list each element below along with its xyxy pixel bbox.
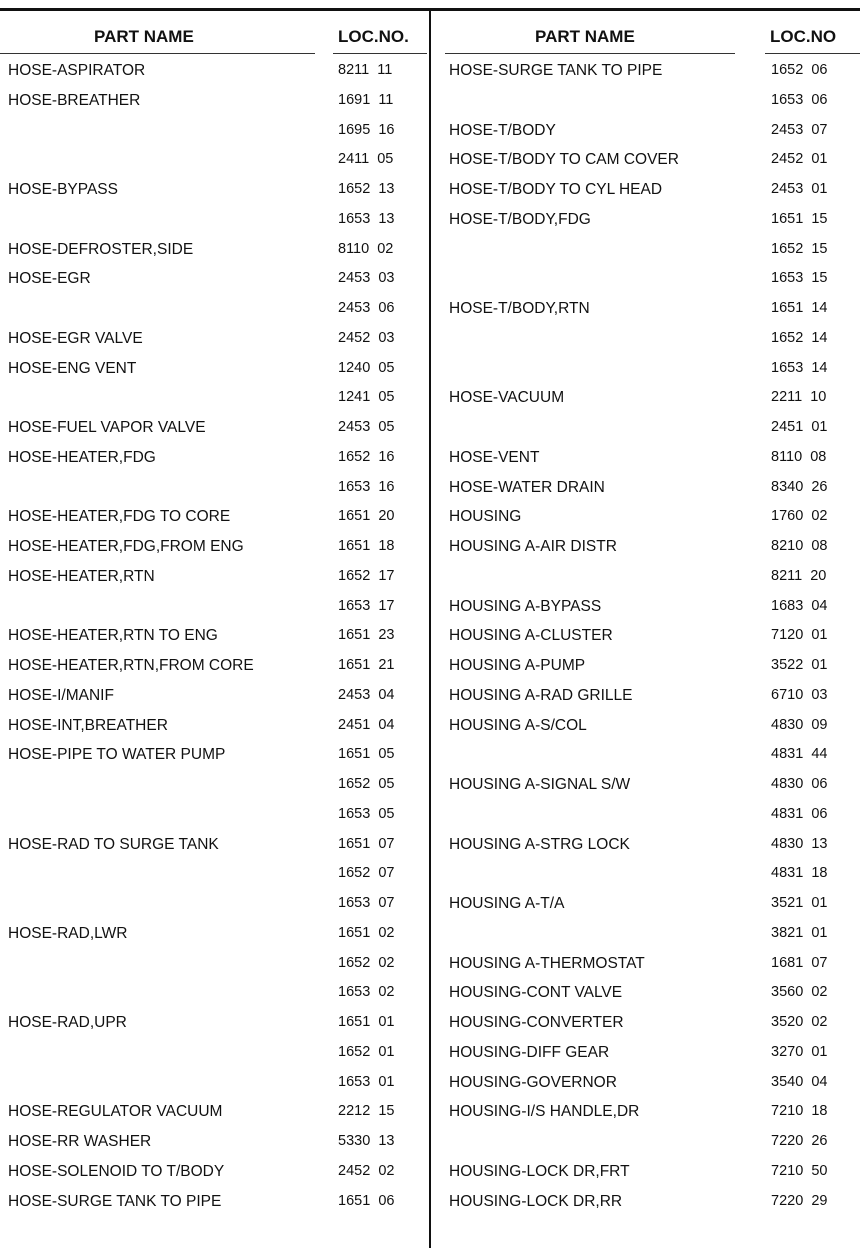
loc-no-cell: 1651 02 [338,924,395,941]
table-row [0,1126,429,1156]
table-row [0,620,429,650]
table-row [0,829,429,859]
table-row [431,144,860,174]
table-row [0,55,429,85]
part-name-cell: HOUSING A-T/A [449,895,565,912]
table-row [431,263,860,293]
right-header [431,11,860,55]
left-column [0,11,429,1215]
loc-no-cell: 1651 05 [338,746,395,763]
loc-no-cell: 1652 13 [338,181,395,197]
loc-no-cell: 1651 15 [771,210,828,227]
part-name-cell: HOUSING-DIFF GEAR [449,1043,610,1061]
table-row [431,620,860,650]
loc-no-cell: 2453 06 [338,300,395,316]
table-row [0,1067,429,1097]
part-name-cell: HOSE-ASPIRATOR [8,62,146,79]
part-name-cell: HOSE-SURGE TANK TO PIPE [449,62,663,79]
part-name-cell: HOUSING-GOVERNOR [449,1073,617,1091]
loc-no-cell: 1691 11 [338,91,394,108]
loc-no-cell: 2453 07 [771,121,828,138]
loc-no-header: LOC.NO [770,27,837,46]
part-name-cell: HOSE-INT,BREATHER [8,716,168,734]
table-row [0,382,429,412]
part-name-cell: HOUSING A-SIGNAL S/W [449,776,631,793]
loc-no-cell: 3821 01 [771,924,828,941]
loc-no-cell: 1651 23 [338,627,395,644]
table-row [431,1186,860,1216]
loc-no-cell: 1651 07 [338,835,395,852]
part-name-cell: HOSE-SURGE TANK TO PIPE [8,1192,222,1210]
table-row [0,115,429,145]
left-rows [0,55,429,1215]
table-row [431,323,860,353]
table-row [431,85,860,115]
loc-no-cell: 2451 04 [338,716,395,733]
table-row [0,680,429,710]
table-row [0,799,429,829]
table-row [0,353,429,383]
table-row [431,293,860,323]
part-name-cell: HOSE-PIPE TO WATER PUMP [8,746,226,764]
loc-no-cell: 7210 18 [771,1103,828,1120]
loc-no-cell: 1695 16 [338,121,395,138]
loc-no-cell: 1652 07 [338,865,395,882]
loc-no-cell: 4831 18 [771,865,828,882]
part-name-cell: HOSE-DEFROSTER,SIDE [8,240,194,258]
table-row [431,501,860,531]
header-underline [765,53,860,54]
table-row [431,55,860,85]
table-row [431,769,860,799]
part-name-cell: HOUSING-LOCK DR,FRT [449,1162,630,1180]
loc-no-cell: 3522 01 [771,657,828,673]
part-name-cell: HOSE-T/BODY TO CYL HEAD [449,181,663,198]
loc-no-cell: 1652 05 [338,776,395,792]
loc-no-cell: 4831 06 [771,805,828,822]
loc-no-cell: 1653 17 [338,597,395,614]
part-name-cell: HOUSING A-AIR DISTR [449,538,617,555]
loc-no-cell: 8110 02 [338,240,394,257]
part-name-cell: HOSE-HEATER,RTN TO ENG [8,627,218,645]
part-name-cell: HOUSING-I/S HANDLE,DR [449,1103,640,1121]
loc-no-cell: 1651 01 [338,1014,395,1030]
part-name-cell: HOUSING [449,508,522,526]
part-name-cell: HOSE-T/BODY [449,121,556,139]
table-row [0,858,429,888]
table-row [431,531,860,561]
loc-no-cell: 2453 03 [338,270,395,287]
loc-no-cell: 2452 02 [338,1162,395,1179]
table-row [431,888,860,918]
loc-no-cell: 7120 01 [771,627,828,644]
loc-no-cell: 7210 50 [771,1162,828,1179]
part-name-cell: HOSE-T/BODY TO CAM COVER [449,151,679,169]
table-row [0,1156,429,1186]
loc-no-cell: 2211 10 [771,389,827,406]
table-row [431,710,860,740]
part-name-cell: HOUSING-LOCK DR,RR [449,1192,623,1210]
table-row [0,1037,429,1067]
part-name-cell: HOSE-T/BODY,FDG [449,210,591,228]
loc-no-cell: 1652 17 [338,567,395,584]
table-row [431,561,860,591]
loc-no-cell: 4831 44 [771,746,828,763]
table-row [431,650,860,680]
loc-no-cell: 2453 01 [771,181,828,197]
table-row [431,1156,860,1186]
table-row [0,977,429,1007]
table-row [0,739,429,769]
loc-no-cell: 1653 01 [338,1073,395,1090]
table-row [0,323,429,353]
part-name-cell: HOSE-HEATER,RTN,FROM CORE [8,657,254,674]
table-row [0,531,429,561]
part-name-cell: HOUSING-CONVERTER [449,1014,624,1031]
part-name-cell: HOSE-ENG VENT [8,359,137,377]
table-row [0,650,429,680]
loc-no-cell: 8211 20 [771,567,827,584]
table-row [0,561,429,591]
part-name-cell: HOSE-T/BODY,RTN [449,300,590,317]
table-row [0,204,429,234]
loc-no-cell: 1653 05 [338,805,395,822]
table-row [431,591,860,621]
table-row [431,472,860,502]
loc-no-cell: 3520 02 [771,1014,828,1030]
loc-no-cell: 3560 02 [771,984,828,1001]
table-row [431,1037,860,1067]
table-row [431,1007,860,1037]
part-name-cell: HOSE-REGULATOR VACUUM [8,1103,223,1121]
loc-no-cell: 1760 02 [771,508,828,525]
loc-no-cell: 1653 14 [771,359,828,376]
table-row [0,144,429,174]
part-name-cell: HOUSING A-RAD GRILLE [449,686,633,704]
part-name-cell: HOSE-HEATER,FDG [8,448,156,466]
loc-no-cell: 1653 06 [771,91,828,108]
table-row [431,680,860,710]
table-row [0,472,429,502]
part-name-cell: HOSE-WATER DRAIN [449,478,605,496]
loc-no-cell: 1653 07 [338,895,395,911]
table-row [0,174,429,204]
loc-no-cell: 6710 03 [771,686,828,703]
table-row [0,293,429,323]
table-row [431,918,860,948]
loc-no-cell: 1240 05 [338,359,395,376]
table-row [431,977,860,1007]
table-row [431,948,860,978]
loc-no-cell: 1652 15 [771,240,828,257]
table-row [0,918,429,948]
loc-no-cell: 2452 03 [338,329,395,346]
loc-no-cell: 5330 13 [338,1133,395,1149]
loc-no-cell: 1652 01 [338,1043,395,1060]
table-row [431,442,860,472]
part-name-cell: HOUSING A-S/COL [449,716,587,734]
loc-no-cell: 8210 08 [771,538,828,554]
table-row [0,710,429,740]
table-row [431,799,860,829]
table-row [431,829,860,859]
part-name-cell: HOSE-RAD,UPR [8,1014,127,1031]
part-name-cell: HOSE-RAD TO SURGE TANK [8,835,219,853]
table-row [0,1186,429,1216]
loc-no-cell: 1652 02 [338,954,395,971]
table-row [0,442,429,472]
table-row [0,263,429,293]
table-row [431,174,860,204]
table-row [431,115,860,145]
table-row [0,234,429,264]
table-row [0,501,429,531]
part-name-cell: HOSE-EGR VALVE [8,329,143,347]
loc-no-cell: 2453 05 [338,419,395,435]
loc-no-cell: 1681 07 [771,954,828,971]
part-name-cell: HOUSING A-THERMOSTAT [449,954,645,972]
part-name-cell: HOSE-VACUUM [449,389,565,407]
part-name-cell: HOUSING A-STRG LOCK [449,835,630,853]
loc-no-cell: 4830 09 [771,716,828,733]
loc-no-cell: 1653 02 [338,984,395,1001]
loc-no-cell: 1651 18 [338,538,395,554]
loc-no-cell: 8211 11 [338,62,393,78]
part-name-cell: HOSE-HEATER,FDG,FROM ENG [8,538,244,555]
loc-no-cell: 1652 16 [338,448,395,465]
loc-no-cell: 1652 06 [771,62,828,78]
loc-no-cell: 1652 14 [771,329,828,346]
part-name-cell: HOUSING-CONT VALVE [449,984,623,1002]
loc-no-cell: 2452 01 [771,151,828,168]
table-row [0,412,429,442]
loc-no-cell: 7220 29 [771,1192,828,1209]
right-column [431,11,860,1215]
loc-no-cell: 2451 01 [771,419,828,435]
part-name-cell: HOSE-RR WASHER [8,1133,152,1150]
loc-no-cell: 8110 08 [771,448,827,465]
loc-no-cell: 3270 01 [771,1043,828,1060]
part-name-cell: HOSE-EGR [8,270,91,288]
loc-no-cell: 1241 05 [338,389,395,406]
table-row [0,85,429,115]
part-name-cell: HOSE-BREATHER [8,91,141,109]
table-row [0,1007,429,1037]
loc-no-cell: 1651 21 [338,657,395,673]
header-underline [445,53,735,54]
table-row [431,204,860,234]
table-row [431,858,860,888]
loc-no-header: LOC.NO. [338,27,409,46]
loc-no-cell: 1653 15 [771,270,828,287]
loc-no-cell: 1651 20 [338,508,395,525]
part-name-header: PART NAME [535,27,635,46]
part-name-cell: HOUSING A-PUMP [449,657,586,674]
loc-no-cell: 1683 04 [771,597,828,614]
part-name-header: PART NAME [94,27,194,46]
loc-no-cell: 1651 14 [771,300,828,316]
table-row [0,888,429,918]
part-name-cell: HOSE-SOLENOID TO T/BODY [8,1162,225,1180]
loc-no-cell: 7220 26 [771,1133,828,1149]
table-row [0,1096,429,1126]
table-row [0,591,429,621]
part-name-cell: HOSE-I/MANIF [8,686,114,704]
header-underline [0,53,315,54]
loc-no-cell: 1651 06 [338,1192,395,1209]
loc-no-cell: 8340 26 [771,478,828,495]
part-name-cell: HOSE-BYPASS [8,181,118,198]
loc-no-cell: 3540 04 [771,1073,828,1090]
header-underline [333,53,427,54]
loc-no-cell: 1653 13 [338,210,395,227]
table-row [431,382,860,412]
table-row [0,948,429,978]
loc-no-cell: 2411 05 [338,151,394,168]
part-name-cell: HOSE-HEATER,RTN [8,567,155,585]
loc-no-cell: 4830 13 [771,835,828,852]
table-row [431,1126,860,1156]
part-name-cell: HOSE-FUEL VAPOR VALVE [8,419,206,436]
table-row [431,1096,860,1126]
part-name-cell: HOSE-RAD,LWR [8,924,128,942]
table-row [431,1067,860,1097]
loc-no-cell: 4830 06 [771,776,828,792]
part-name-cell: HOUSING A-CLUSTER [449,627,613,645]
part-name-cell: HOSE-HEATER,FDG TO CORE [8,508,231,526]
loc-no-cell: 2212 15 [338,1103,395,1120]
table-row [0,769,429,799]
right-rows [431,55,860,1215]
loc-no-cell: 3521 01 [771,895,828,911]
part-name-cell: HOUSING A-BYPASS [449,597,602,615]
table-row [431,412,860,442]
table-row [431,234,860,264]
table-row [431,739,860,769]
left-header [0,11,429,55]
loc-no-cell: 2453 04 [338,686,395,703]
loc-no-cell: 1653 16 [338,478,395,495]
part-name-cell: HOSE-VENT [449,448,540,466]
table-row [431,353,860,383]
